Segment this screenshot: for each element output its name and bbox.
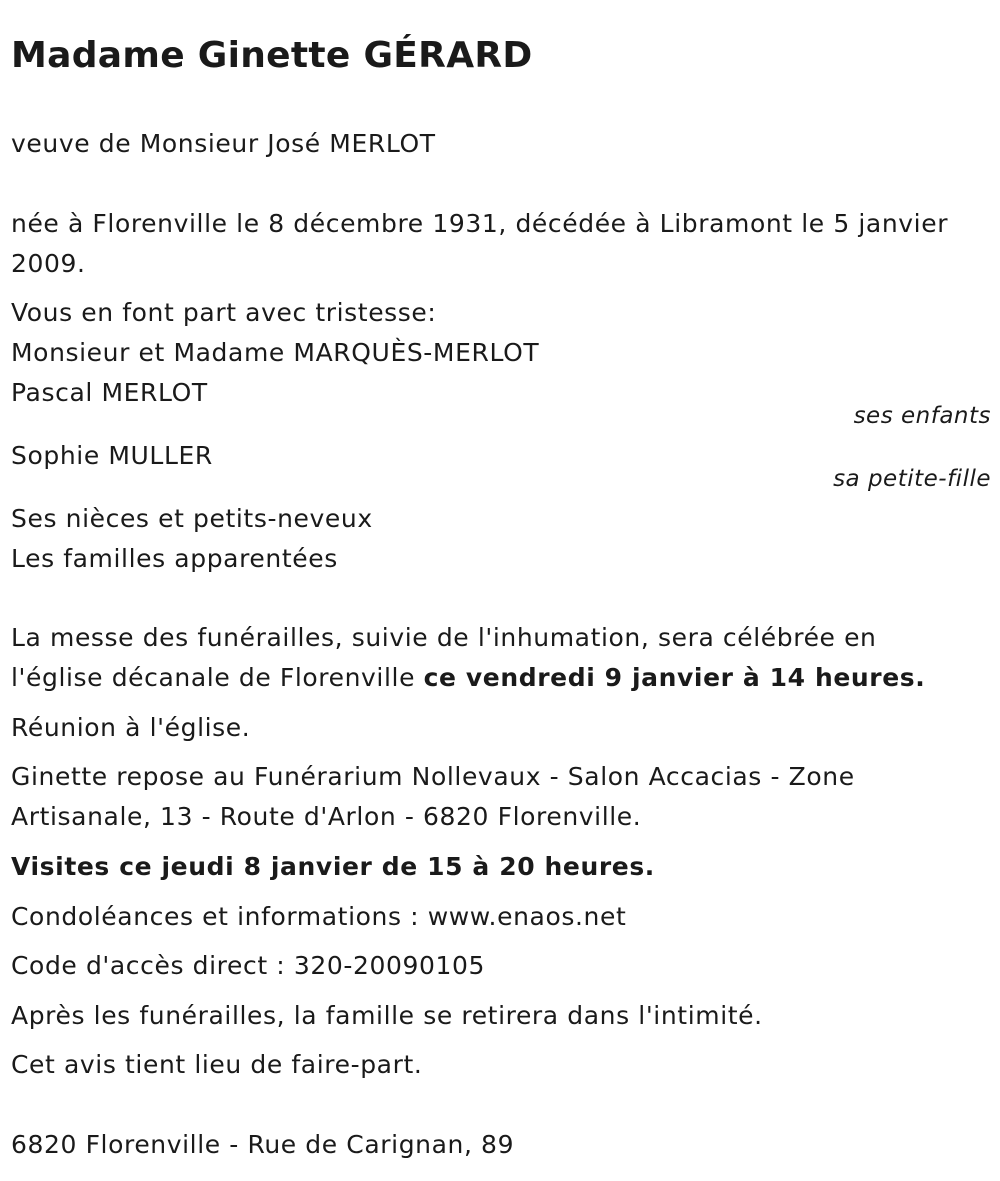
- meeting-line: Réunion à l'église.: [11, 713, 251, 742]
- granddaughter-name: Sophie MULLER: [11, 441, 213, 470]
- granddaughter-role-label: sa petite-fille: [833, 466, 991, 492]
- address-line: 6820 Florenville - Rue de Carignan, 89: [11, 1130, 515, 1159]
- funeral-paragraph: [11, 618, 976, 698]
- notice-note-line: Cet avis tient lieu de faire-part.: [11, 1050, 423, 1079]
- funeral-date: ce vendredi 9 janvier à 14 heures.: [423, 663, 926, 692]
- child-name: Pascal MERLOT: [11, 378, 208, 407]
- condolences-line: Condoléances et informations : www.enaos.net: [11, 902, 627, 931]
- relatives-line: Ses nièces et petits-neveux: [11, 504, 373, 533]
- after-funeral-line: Après les funérailles, la famille se retirera dans l'intimité.: [11, 1001, 763, 1030]
- child-name: Monsieur et Madame MARQUÈS-MERLOT: [11, 338, 540, 367]
- visits-line: Visites ce jeudi 8 janvier de 15 à 20 heures.: [11, 852, 655, 881]
- children-role-label: ses enfants: [853, 403, 991, 429]
- funeral-text: La messe des funérailles, suivie de l'inhumation, sera célébrée en l'église décanale de Florenville: [11, 623, 877, 692]
- announce-intro: Vous en font part avec tristesse:: [11, 298, 437, 327]
- deceased-name-title: Madame Ginette GÉRARD: [11, 35, 533, 76]
- widow-of-line: veuve de Monsieur José MERLOT: [11, 129, 436, 158]
- resting-place-paragraph: Ginette repose au Funérarium Nollevaux - Salon Accacias - Zone Artisanale, 13 - Route d'Arlon - 6820 Florenville.: [11, 762, 855, 831]
- birth-death-paragraph: née à Florenville le 8 décembre 1931, décédée à Libramont le 5 janvier 2009.: [11, 209, 949, 278]
- relatives-line: Les familles apparentées: [11, 544, 338, 573]
- access-code-line: Code d'accès direct : 320-20090105: [11, 951, 486, 980]
